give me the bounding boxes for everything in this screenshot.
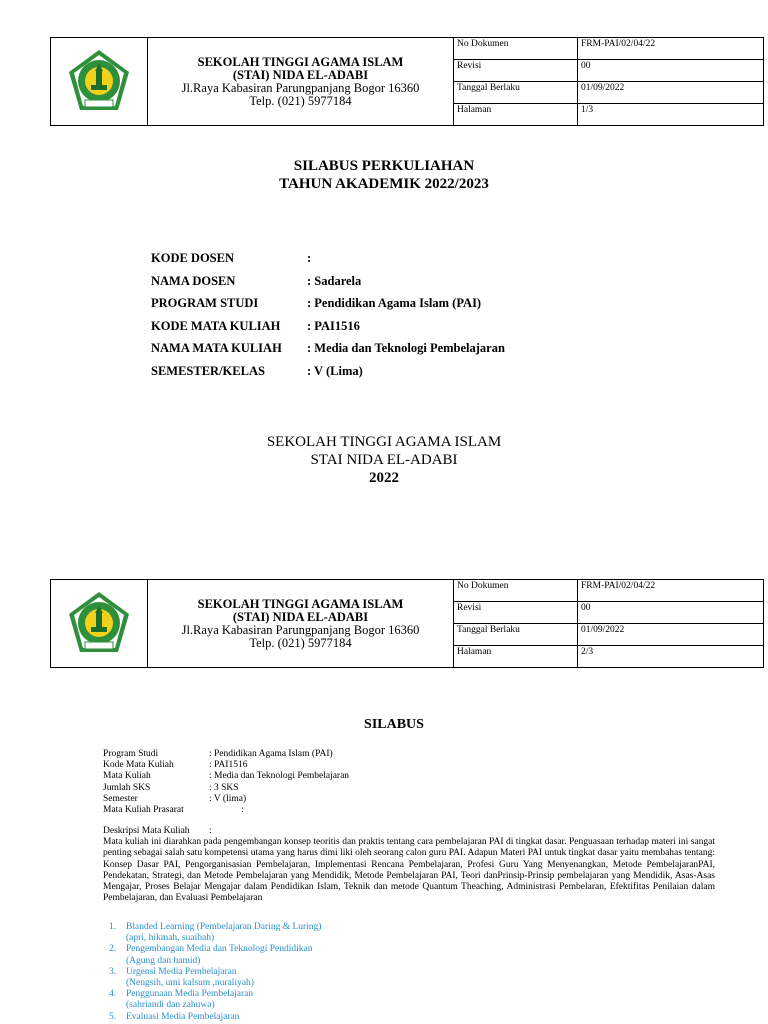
description-colon: : [209,826,212,836]
doc-number-label: No Dokumen [454,580,578,602]
meta-label: Mata Kuliah Prasarat [103,805,184,816]
topic-title[interactable]: Urgensi Media Pembelajaran [126,966,237,977]
meta-row [103,794,349,805]
info-label: KODE DOSEN [151,251,235,265]
school-address: Jl.Raya Kabasiran Parungpanjang Bogor 16360 [181,622,420,637]
meta-row [103,805,349,816]
info-value: : PAI1516 [307,318,360,333]
meta-label: Semester [103,793,138,804]
effective-date-label: Tanggal Berlaku [454,624,578,646]
info-value: : Sadarela [307,273,362,288]
meta-value: : Media dan Teknologi Pembelajaran [209,771,350,782]
info-row [151,251,505,274]
topic-title[interactable]: Pengembangan Media dan Teknologi Pendidikan [126,944,313,955]
effective-date-value: 01/09/2022 [578,82,764,104]
info-label: PROGRAM STUDI [151,296,259,311]
info-row [151,364,505,387]
cover-title [0,157,768,193]
institution-logo-icon [64,589,134,659]
topic-number: 2. [109,944,117,955]
info-value: : Media dan Teknologi Pembelajaran [307,341,505,356]
topic-number: 1. [109,922,117,932]
page-label: Halaman [454,104,578,126]
doc-number-label: No Dokumen [454,38,578,60]
meta-label: Kode Mata Kuliah [103,760,174,771]
cover-title-line1: SILABUS PERKULIAHAN [293,158,475,174]
topic-number: 4. [109,989,117,1000]
school-phone: Telp. (021) 5977184 [249,93,352,108]
meta-row [103,749,349,760]
info-value: : V (Lima) [307,363,363,378]
description-label-row [103,826,715,837]
page-value: 2/3 [578,646,764,668]
info-row [151,319,505,342]
document-header-page1 [50,37,764,126]
info-row [151,296,505,319]
info-value: : [307,251,312,265]
meta-value: : V (lima) [209,793,247,804]
info-label: NAMA MATA KULIAH [151,341,282,356]
institution-line1: SEKOLAH TINGGI AGAMA ISLAM [266,434,502,450]
topic-authors: (Nengsih, umi kalsum ,nuraliyah) [126,978,254,989]
topic-title[interactable]: Penggunaan Media Pembelajaran [126,989,254,1000]
meta-row [103,783,349,794]
meta-label: Jumlah SKS [103,782,151,793]
revision-label: Revisi [454,60,578,82]
info-row [151,274,505,297]
document-header-page2 [50,579,764,668]
cover-year: 2022 [369,470,399,486]
topic-authors: (sahriandi dan zahuwa) [126,1000,215,1011]
info-value: : Pendidikan Agama Islam (PAI) [307,296,482,311]
topic-item[interactable] [109,944,321,966]
description-label: Deskripsi Mata Kuliah [103,826,190,836]
silabus-meta [103,749,349,816]
topic-title[interactable]: Blanded Learning (Pembelajaran Daring & Luring) [126,922,322,932]
revision-value: 00 [578,60,764,82]
institution-header-text [148,580,454,668]
meta-label: Program Studi [103,749,159,759]
institution-line2: STAI NIDA EL-ADABI [310,452,458,468]
doc-number-value: FRM-PAI/02/04/22 [578,580,764,602]
institution-logo-cell [51,38,148,126]
topic-item[interactable] [109,967,321,989]
revision-value: 00 [578,602,764,624]
topic-authors: (apri, hikmah, suaibah) [126,933,215,944]
doc-number-value: FRM-PAI/02/04/22 [578,38,764,60]
info-label: NAMA DOSEN [151,273,236,288]
meta-row [103,771,349,782]
meta-label: Mata Kuliah [103,771,151,782]
description-text: Mata kuliah ini diarahkan pada pengembangan konsep teoritis dan praktis tentang cara pembelajaran PAI di tingkat dasar. Penguasaan terhadap materi ini sangat penting sebagai salah satu kompetensi utama yang harus dimi liki oleh seorang calon guru PAI. Adapun Materi PAI untuk tingkat dasar yaitu membahas tentang: Konsep Dasar PAI, Pengorganisasian Pembelajaran, Implementasi Rencana Pembelajaran, Profesi Guru Yang Menyenangkan, Metode PembelajaranPAI, Pendekatan, Strategi, dan Metode Pembelajaran yang Mendidik, Metode Pembelajaran PAI, Teori danPrinsip-Prinsip pembelajaran yang Mendidik, Asas-Asas Mengajar, Proses Belajar Mengajar dalam Pendidikan Islam, Teknik dan metode Quantum Theaching, Administrasi Pembelaran, Efektifitas Penilaian dalam Pembelajaran, dan Evaluasi Pembelajaran [103,837,715,904]
school-abbrev: (STAI) NIDA EL-ADABI [232,609,369,624]
revision-label: Revisi [454,602,578,624]
topic-list [109,922,321,1023]
topic-item[interactable] [109,1012,321,1023]
info-label: KODE MATA KULIAH [151,318,281,333]
institution-logo-icon [64,47,134,117]
meta-row [103,760,349,771]
topic-number: 5. [109,1011,117,1022]
meta-value: : 3 SKS [209,782,239,793]
school-name: SEKOLAH TINGGI AGAMA ISLAM [197,596,404,611]
topic-number: 3. [109,966,117,977]
school-address: Jl.Raya Kabasiran Parungpanjang Bogor 16360 [181,80,420,95]
silabus-title: SILABUS [364,717,424,732]
info-label: SEMESTER/KELAS [151,363,265,378]
info-row [151,341,505,364]
school-name: SEKOLAH TINGGI AGAMA ISLAM [197,54,404,69]
topic-title[interactable]: Evaluasi Media Pembelajaran [126,1011,240,1022]
meta-value: : PAI1516 [209,760,248,771]
school-abbrev: (STAI) NIDA EL-ADABI [232,67,369,82]
institution-logo-cell [51,580,148,668]
course-info [151,251,505,387]
institution-header-text [148,38,454,126]
school-phone: Telp. (021) 5977184 [249,635,352,650]
topic-authors: (Agung dan hamid) [126,955,201,966]
meta-value: : Pendidikan Agama Islam (PAI) [209,749,333,759]
topic-item[interactable] [109,922,321,944]
meta-value: : [241,805,244,816]
effective-date-value: 01/09/2022 [578,624,764,646]
course-description [103,826,715,904]
institution-footer [0,433,768,487]
page-label: Halaman [454,646,578,668]
topic-item[interactable] [109,989,321,1011]
page-value: 1/3 [578,104,764,126]
effective-date-label: Tanggal Berlaku [454,82,578,104]
cover-title-line2: TAHUN AKADEMIK 2022/2023 [279,176,489,192]
